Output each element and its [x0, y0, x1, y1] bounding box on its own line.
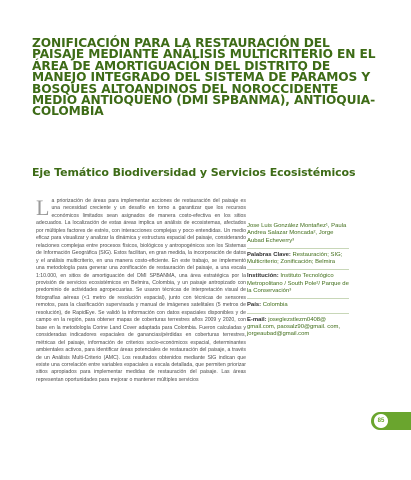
- country-label: País:: [247, 302, 262, 309]
- thematic-axis-subtitle: Eje Temático Biodiversidad y Servicios Ecosistémicos: [32, 166, 356, 179]
- abstract-paragraph: [36, 195, 246, 384]
- email-value: joseglezstlezm0408@ gmail.com, paosalz90@gmail. com, jorgeaubad@gmail.com: [247, 316, 341, 338]
- country-block: [247, 298, 349, 312]
- institution-label: Institución:: [247, 273, 279, 280]
- institution-block: [247, 269, 349, 298]
- keywords-label: Palabras Clave:: [247, 251, 291, 258]
- page-number-badge: [371, 412, 411, 430]
- institution-value: Instituto Tecnológico Metropolitano / South Pole²/ Parque de la Conservación³: [247, 273, 349, 295]
- authors-text: Jose Luis González Montañez¹, Paula Andrea Salazar Moncada², Jorge Aubad Echeverry³: [247, 223, 347, 244]
- keywords-block: [247, 248, 349, 270]
- article-metadata-sidebar: [247, 220, 349, 342]
- article-title: ZONIFICACIÓN PARA LA RESTAURACIÓN DEL PAISAJE MEDIANTE ANÁLISIS MULTICRITERIO EN EL ÁREA DE AMORTIGUACIÓN DEL DISTRITO DE MANEJO INTEGRADO DEL SISTEMA DE PÁRAMOS Y BOSQUES ALTOANDINOS DEL NOROCCIDENTE MEDIO ANTIOQUEÑO (DMI SPBANMA), ANTIOQUIA-COLOMBIA: [32, 36, 376, 119]
- abstract-text: a priorización de áreas para implementar acciones de restauración del paisaje es una necesidad creciente y un desafío en torno a garantizar que los recursos económicos limitados sean asignados de manera costo-efectiva en los sitios adecuados. La localización de estas áreas implica un análisis de ecosistemas, afectados por múltiples factores de estrés, con interacciones complejas y poco entendidas. Un medio eficaz para visualizar y analizar la dinámica y estructura espacial del paisaje, considerando relaciones complejas entre procesos físicos, biológicos y antropogénicos son los Sistemas de Información Geográfica (SIG). Estos facilitan, en gran medida, la incorporación de datos y el análisis multicriterio, en una manera costo-eficiente. En este trabajo, se implementó una metodología para generar una zonificación de restauración del paisaje, a una escala 1:10.000, en sitios de amortiguación del DMI SPBANMA, una área estratégica por la provisión de servicios ecosistémicos en Belmira, Colombia, y un paisaje antropizado con predominio de actividades agropecuarias. Se usaron técnicas de interpretación visual de fotografías aéreas (<1 metro de resolución espacial), junto con técnicas de sensores remotos, para la clasificación supervisada y manual de imágenes satelitales (5 metros de resolución), de RapidEye. Se validó la información con datos espaciales disponibles y de campo en la región, para obtener mapas de coberturas terrestres años 2009 y 2020, con base en la metodología Corine Land Cover adaptada para Colombia. Fueron calculadas y consideradas indicadores espaciales de ganancias/pérdidas en coberturas terrestres, métricas del paisaje, información de criterios socio-económicos espacial, determinantes ambientales activos, para identificar áreas potenciales de restauración del paisaje, a través de un Análisis Multi-Criterio (AMC). Los resultados obtenidos mediante SIG indican que existe una correlación entre variables espaciales a escala detallada, que permiten priorizar sitios apropiados para implementar medidas de restauración del paisaje. Las áreas representan oportunidades para mejorar o mantener múltiples servicios: [36, 198, 246, 383]
- email-block: [247, 313, 349, 342]
- page-number: 85: [373, 413, 389, 429]
- email-label: E-mail:: [247, 316, 267, 323]
- drop-cap: L: [36, 195, 50, 220]
- country-value: Colombia: [262, 302, 288, 309]
- authors-block: [247, 220, 349, 248]
- keywords-value: Restauración; SIG; Multicriterio; Zonificación; Belmira: [247, 251, 343, 266]
